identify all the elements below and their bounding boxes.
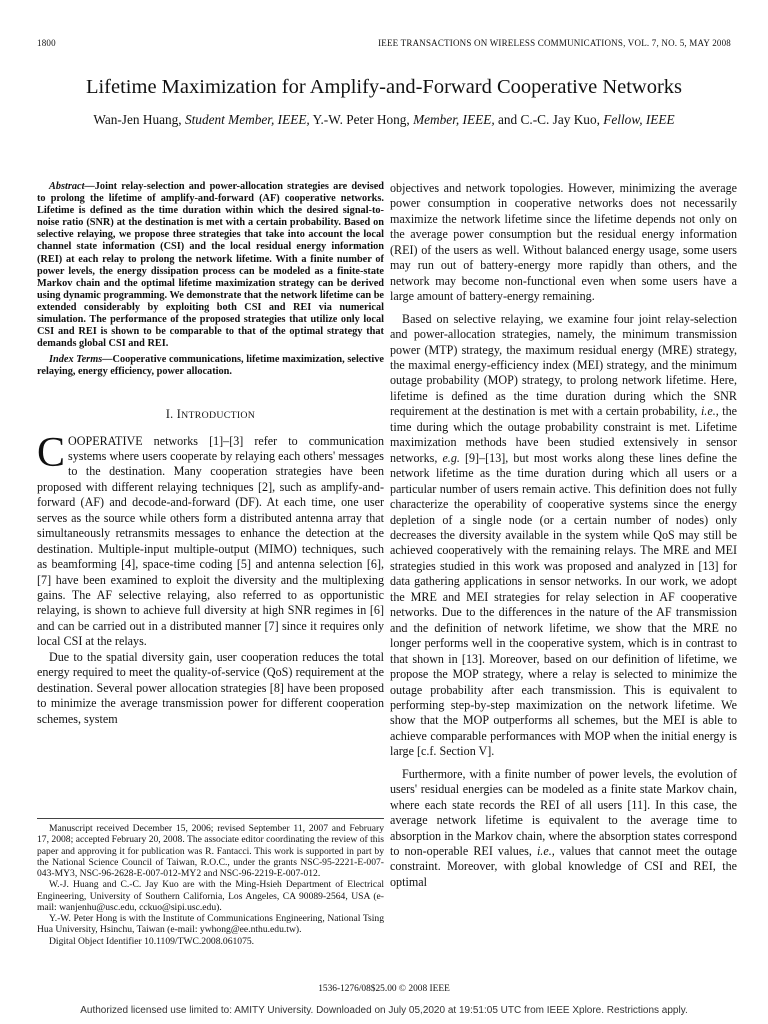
author-3-name: and C.-C. Jay Kuo,: [494, 112, 604, 127]
footnote-affiliation-1: W.-J. Huang and C.-C. Jay Kuo are with the Ming-Hsieh Department of Electrical Engineering, University of Southern California, Los Angeles, CA 90089-2564, USA (e-mail: wanjenhu@usc.edu, cckuo@sipi.usc.edu).: [37, 879, 384, 913]
index-terms-text: Cooperative communications, lifetime maximization, selective relaying, energy efficiency, power allocation.: [37, 354, 384, 378]
right-paragraph-1: objectives and network topologies. However, minimizing the average power consumption in cooperative networks does not necessarily maximize the network lifetime since the lifetime depends not only on the average power consumption but the residual energy information (REI) of the users as well. Without balanced energy usage, some users may run out of battery-energy more rapidly than others, and the network may become non-functional even when some users have a large amount of battery-energy remaining.: [390, 181, 737, 304]
running-title: IEEE TRANSACTIONS ON WIRELESS COMMUNICATIONS, VOL. 7, NO. 5, MAY 2008: [378, 38, 731, 48]
right-column: [390, 181, 737, 890]
abstract-text: Joint relay-selection and power-allocation strategies are devised to prolong the lifetime of amplify-and-forward (AF) cooperative networks. Lifetime is defined as the time duration within which the desired signal-to-noise ratio (SNR) at the destination is met with a certain probability. Based on selective relaying, we propose three strategies that take into account the local channel state information (CSI) and the local residual energy information (REI) at each relay to prolong the network lifetime. With a finite number of power levels, the energy dissipation process can be modeled as a finite-state Markov chain and the optimal lifetime maximization strategy can be derived using dynamic programming. We demonstrate that the network lifetime can be extended considerably by exploiting both CSI and REI via numerical simulation. The performance of the proposed strategies that utilize only local CSI and REI is shown to be comparable to that of the optimal strategy that demands global CSI and REI.: [37, 181, 384, 350]
footnote-doi: Digital Object Identifier 10.1109/TWC.2008.061075.: [49, 935, 255, 947]
intro-paragraph-2: Due to the spatial diversity gain, user cooperation reduces the total energy required to meet the quality-of-service (QoS) requirement at the destination. Several power allocation strategies [8] have been proposed to minimize the average transmission power for different cooperation schemes, system: [37, 649, 384, 726]
author-2-name: Y.-W. Peter Hong,: [309, 112, 414, 127]
author-1-role: Student Member, IEEE,: [184, 112, 310, 127]
page-number: 1800: [37, 38, 56, 48]
right-paragraph-2: Based on selective relaying, we examine four joint relay-selection and power-allocation strategies, namely, the minimum transmission power (MTP) strategy, the maximum residual energy (MRE) strategy, the maximal energy-efficiency index (MEI) strategy, and the minimum outage probability (MOP) strategy, to prolong network lifetime. Here, lifetime is defined as the time duration during which the SNR requirement at the destination is met with a certain probability, i.e., the time during which the outage probability constraint is met. Lifetime maximization methods have been studied extensively in sensor networks, e.g. [9]–[13], but most works along these lines define the network lifetime as the time duration during which all users or a particular number of users remain active. This definition does not fully characterize the operability of cooperative systems since the energy depletion of a single node (or a certain number of nodes) only decreases the diversity available in the system while QoS may still be achieved cooperatively with the remaining relays. The MRE and MEI strategies studied in this work was proposed and analyzed in [13] for data gathering applications in sensor networks. In our work, we adopt the MRE and MEI strategies for relay selection in AF cooperative networks. Due to the differences in the nature of the AF transmission and the definition of network lifetime, we show that the MRE no longer performs well in the cooperative system, which is in contrast to that shown in [13]. Moreover, based on our definition of lifetime, we propose the MOP strategy, where a relay is selected to minimize the outage probability after each transmission. This is equivalent to performing step-by-step maximization on the network lifetime. We show that the MOP outperforms all schemes, but the MEI is able to achieve comparable performances with MOP when the initial energy is large [c.f. Section V].: [390, 311, 737, 759]
footnote-rule: [37, 818, 384, 819]
abstract-label: Abstract—: [49, 181, 95, 192]
author-2-role: Member, IEEE,: [413, 112, 495, 127]
footnotes: [37, 823, 384, 947]
paper-title: Lifetime Maximization for Amplify-and-Forward Cooperative Networks: [85, 76, 683, 98]
section-heading: I. INTRODUCTION: [165, 406, 256, 421]
author-line: [0, 112, 768, 128]
index-terms: [37, 354, 384, 378]
abstract: [37, 181, 384, 350]
drop-cap: C: [37, 429, 66, 476]
intro-paragraph-1: COOPERATIVE networks [1]–[3] refer to communication systems where users cooperate by relaying each others' messages to the destination. Many cooperation strategies have been proposed with different relaying techniques [2], such as amplify-and-forward (AF) and decode-and-forward (DF). At each time, one user serves as the source while others form a distributed antenna array that simultaneously retransmits messages to enhance the detection at the destination. Multiple-input multiple-output (MIMO) techniques, such as beamforming [4], space-time coding [5] and antenna selection [6], [7] have been examined to exploit the diversity and the multiplexing gains. The AF selective relaying, also referred to as opportunistic relaying, is shown to achieve full diversity at high SNR regimes in [6] and can be carried out in a distributed manner [7] since it requires only local CSI at the relays.: [37, 429, 384, 649]
license-notice: Authorized licensed use limited to: AMITY University. Downloaded on July 05,2020 at 19:51:05 UTC from IEEE Xplore. Restrictions apply.: [80, 1005, 688, 1016]
author-3-role: Fellow, IEEE: [603, 112, 675, 127]
footnote-manuscript: Manuscript received December 15, 2006; revised September 11, 2007 and February 17, 2008; accepted February 20, 2008. The associate editor coordinating the review of this paper and approving it for publication was R. Fantacci. This work is supported in part by the National Science Council of Taiwan, R.O.C., under the grants NSC-95-2221-E-007-043-MY3, NSC-96-2628-E-007-012-MY2 and NSC-96-2219-E-007-012.: [37, 823, 384, 879]
author-1-name: Wan-Jen Huang,: [93, 112, 185, 127]
right-paragraph-3: Furthermore, with a finite number of power levels, the evolution of users' residual energies can be modeled as a finite state Markov chain, where each state records the REI of all users [11]. In this case, the average network lifetime is equivalent to the average time to absorption in the Markov chain, where the absorption states correspond to non-operable REI values, i.e., values that cannot meet the outage constraint. Moreover, with global knowledge of CSI and REI, the optimal: [390, 766, 738, 889]
index-terms-label: Index Terms—: [49, 354, 113, 366]
issn-line: 1536-1276/08$25.00 © 2008 IEEE: [318, 984, 450, 994]
footnote-affiliation-2: Y.-W. Peter Hong is with the Institute of Communications Engineering, National Tsing Hua University, Hsinchu, Taiwan (e-mail: ywhong@ee.nthu.edu.tw).: [37, 913, 384, 936]
left-column: [37, 181, 384, 727]
